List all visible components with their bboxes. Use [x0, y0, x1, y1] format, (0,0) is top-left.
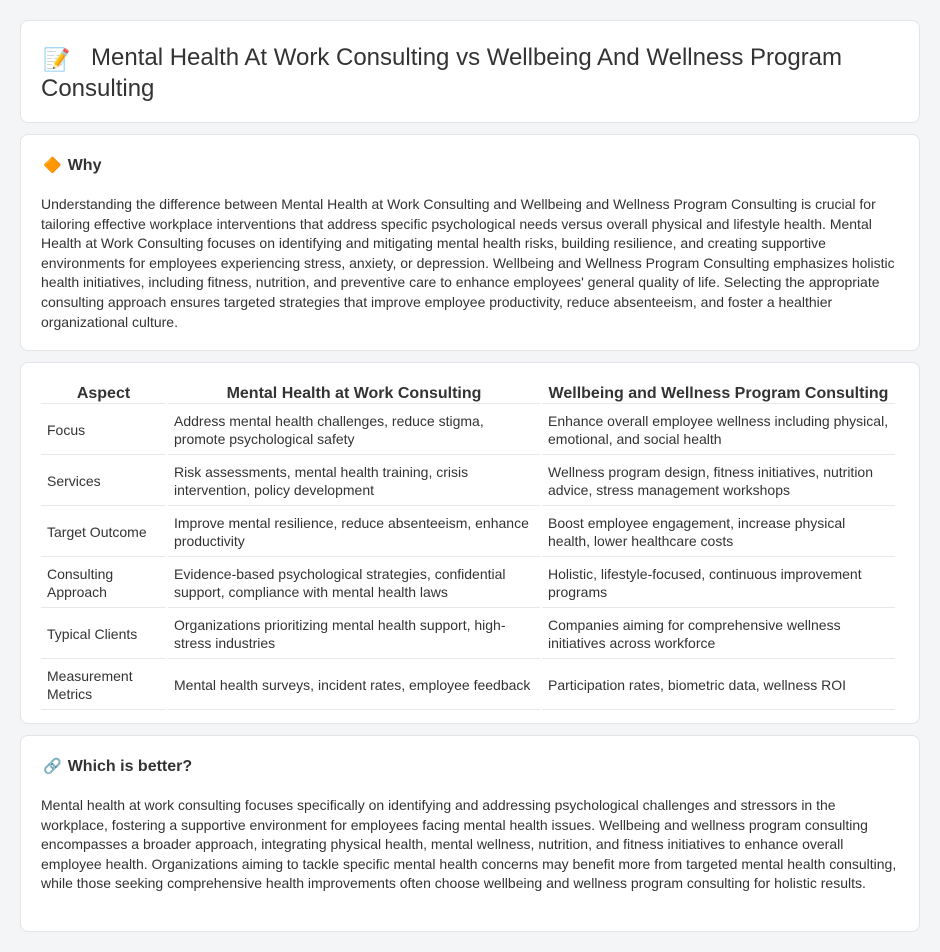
table-row [41, 457, 895, 506]
row-mental-health: Improve mental resilience, reduce absenteeism, enhance productivity [168, 508, 540, 557]
row-wellbeing: Enhance overall employee wellness including physical, emotional, and social health [542, 406, 895, 455]
row-wellbeing: Wellness program design, fitness initiatives, nutrition advice, stress management workshops [542, 457, 895, 506]
page-title-text: Mental Health At Work Consulting vs Wellbeing And Wellness Program Consulting [41, 44, 843, 102]
table-row [41, 661, 895, 710]
row-mental-health: Organizations prioritizing mental health support, high-stress industries [168, 610, 540, 659]
row-aspect: Target Outcome [41, 508, 166, 557]
comparison-table [39, 381, 897, 712]
row-mental-health: Address mental health challenges, reduce stigma, promote psychological safety [168, 406, 540, 455]
why-heading-text: Why [67, 157, 102, 174]
row-aspect: Services [41, 457, 166, 506]
why-section [20, 134, 920, 351]
table-row [41, 610, 895, 659]
why-paragraph: Understanding the difference between Mental Health at Work Consulting and Wellbeing and Wellness Program Consulting is crucial for tailoring effective workplace interventions that address specific psychological needs versus overall physical and lifestyle health. Mental Health at Work Consulting focuses on identifying and mitigating mental health risks, building resilience, and creating supportive environments for employees experiencing stress, anxiety, or depression. Wellbeing and Wellness Program Consulting emphasizes holistic health initiatives, including fitness, nutrition, and preventive care to enhance employees' general quality of life. Selecting the appropriate consulting approach ensures targeted strategies that improve employee productivity, reduce absenteeism, and foster a healthier organizational culture. [41, 196, 895, 330]
row-aspect: Focus [41, 406, 166, 455]
row-aspect: Typical Clients [41, 610, 166, 659]
row-aspect: Consulting Approach [41, 559, 166, 608]
row-mental-health: Risk assessments, mental health training, crisis intervention, policy development [168, 457, 540, 506]
diamond-icon: 🔶 [43, 157, 62, 174]
table-header-row [41, 383, 895, 404]
row-aspect: Measurement Metrics [41, 661, 166, 710]
table-row [41, 508, 895, 557]
row-wellbeing: Boost employee engagement, increase physical health, lower healthcare costs [542, 508, 895, 557]
table-row [41, 406, 895, 455]
header-mental-health: Mental Health at Work Consulting [168, 383, 540, 404]
header-wellbeing: Wellbeing and Wellness Program Consulting [542, 383, 895, 404]
page-title [41, 43, 899, 103]
memo-icon: 📝 [43, 47, 71, 72]
which-heading [41, 756, 899, 778]
which-heading-text: Which is better? [67, 758, 193, 775]
table-row [41, 559, 895, 608]
row-mental-health: Evidence-based psychological strategies, confidential support, compliance with mental health laws [168, 559, 540, 608]
row-wellbeing: Holistic, lifestyle-focused, continuous improvement programs [542, 559, 895, 608]
title-card [20, 20, 920, 123]
row-wellbeing: Companies aiming for comprehensive wellness initiatives across workforce [542, 610, 895, 659]
why-heading [41, 155, 899, 177]
header-aspect: Aspect [41, 383, 166, 404]
which-paragraph: Mental health at work consulting focuses specifically on identifying and addressing psychological challenges and stressors in the workplace, fostering a supportive environment for employees facing mental health issues. Wellbeing and wellness program consulting encompasses a broader approach, integrating physical health, mental wellness, nutrition, and fitness initiatives to enhance overall employee health. Organizations aiming to tackle specific mental health concerns may benefit more from targeted mental health consulting, while those seeking comprehensive health improvements often choose wellbeing and wellness program consulting for holistic results. [41, 797, 897, 892]
comparison-section [20, 362, 920, 724]
link-icon: 🔗 [43, 758, 62, 775]
row-wellbeing: Participation rates, biometric data, wellness ROI [542, 661, 895, 710]
which-section [20, 735, 920, 932]
row-mental-health: Mental health surveys, incident rates, employee feedback [168, 661, 540, 710]
